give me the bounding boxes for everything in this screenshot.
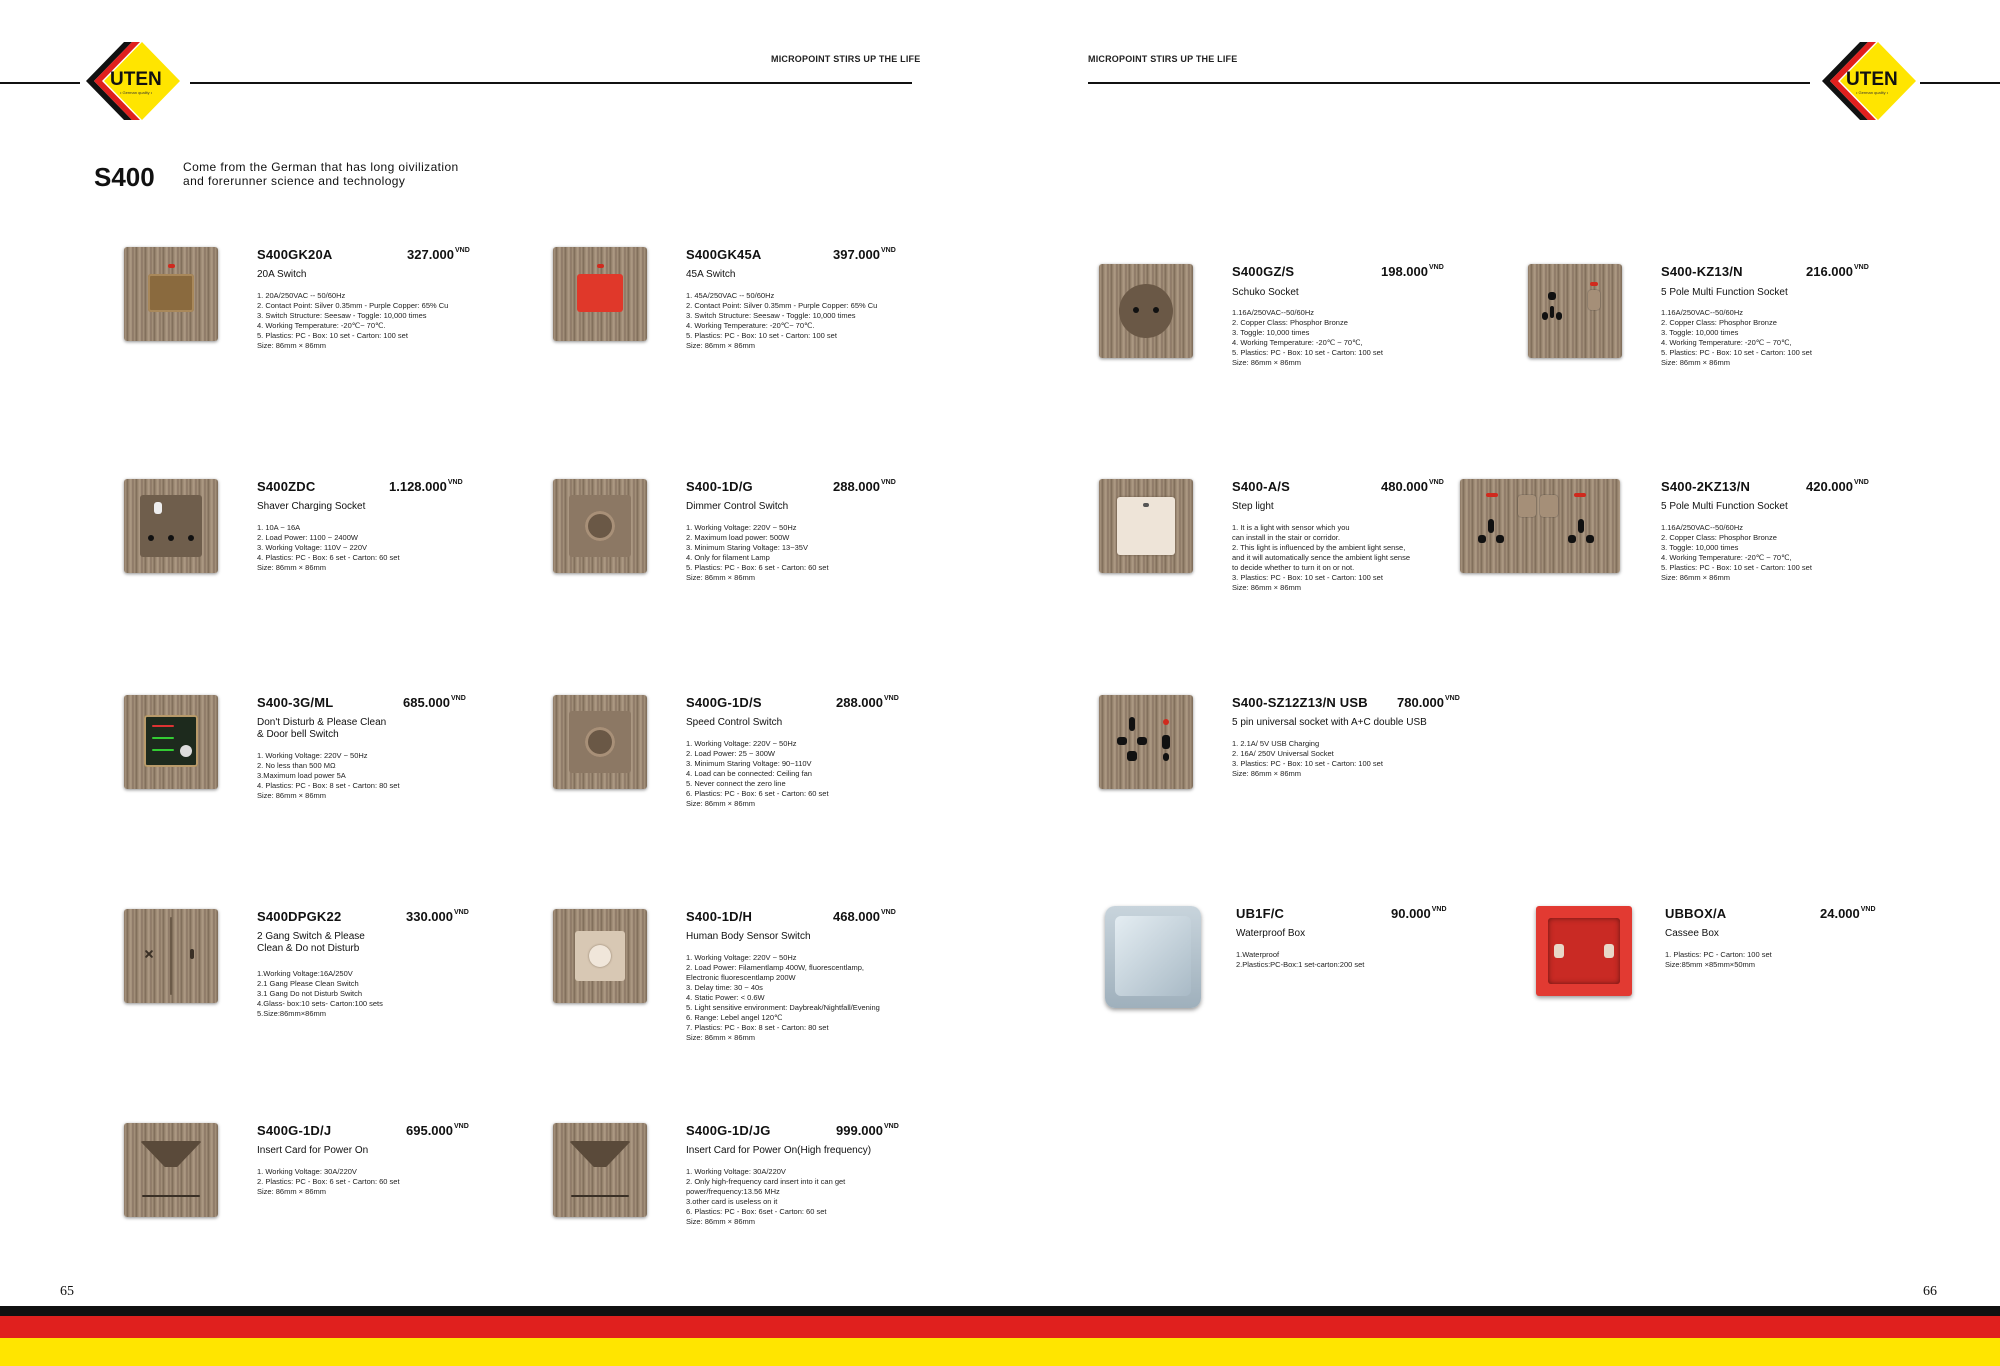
product-code: S400-1D/G <box>686 479 753 494</box>
product-code: UB1F/C <box>1236 906 1285 921</box>
product-specs: 1. Working Voltage: 30A/220V 2. Plastics: PC - Box: 6 set - Carton: 60 set Size: 86mm × 86mm <box>257 1167 400 1196</box>
product-price: $780.000^{VND}$ <box>1397 695 1460 710</box>
product-specs: 1. 10A ~ 16A 2. Load Power: 1100 ~ 2400W 3. Working Voltage: 110V ~ 220V 4. Plastics: PC - Box: 6 set - Carton: 60 set Size: 86mm × 86mm <box>257 523 400 572</box>
product-name: Dimmer Control Switch <box>686 501 789 512</box>
product-price: $695.000^{VND}$ <box>406 1123 469 1138</box>
product-specs: 1. 2.1A/ 5V USB Charging 2. 16A/ 250V Universal Socket 3. Plastics: PC - Box: 10 set - Carton: 100 set Size: 86mm × 86mm <box>1232 739 1383 778</box>
product-code: S400G-1D/S <box>686 695 762 710</box>
cassette-box-icon <box>1536 906 1632 996</box>
shaver-socket-icon <box>124 479 218 573</box>
tagline-left: MICROPOINT STIRS UP THE LIFE <box>771 54 921 64</box>
dimmer-knob-icon <box>553 479 647 573</box>
step-light-icon <box>1099 479 1193 573</box>
product-card <box>124 247 544 407</box>
product-name: 2 Gang Switch & Please Clean & Do not Disturb <box>257 931 365 954</box>
usb-socket-icon <box>1099 695 1193 789</box>
product-specs: 1. Working Voltage: 220V ~ 50Hz 2. Load Power: Filamentlamp 400W, fluorescentlamp, Electronic fluorescentlamp 200W 3. Delay time: 30 ~ 40s 4. Static Power: < 0.6W 5. Light sensitive environment: Daybreak/Nightfall/Evening 6. Range: Lebel angel 120℃ 7. Plastics: PC - Box: 8 set - Carton: 80 set Size: 86mm × 86mm <box>686 953 880 1042</box>
logo-text: UTEN <box>110 69 162 90</box>
product-card <box>1528 479 1948 639</box>
product-code: S400G-1D/JG <box>686 1123 771 1138</box>
flag-band-red <box>0 1316 2000 1338</box>
switch-20a-icon <box>124 247 218 341</box>
product-card <box>553 695 973 855</box>
product-card <box>1103 906 1523 1066</box>
product-specs: 1. Working Voltage: 220V ~ 50Hz 2. Maximum load power: 500W 3. Minimum Staring Voltage: 13~35V 4. Only for filament Lamp 5. Plastics: PC - Box: 6 set - Carton: 60 set Size: 86mm × 86mm <box>686 523 829 582</box>
product-price: $330.000^{VND}$ <box>406 909 469 924</box>
waterproof-box-icon <box>1105 906 1201 1008</box>
product-code: S400-KZ13/N <box>1661 264 1743 279</box>
product-price: $216.000^{VND}$ <box>1806 264 1869 279</box>
product-name: Shaver Charging Socket <box>257 501 366 512</box>
page-number-right: 66 <box>1923 1284 1937 1299</box>
product-card <box>1099 695 1519 855</box>
speed-knob-icon <box>553 695 647 789</box>
product-name: 5 pin universal socket with A+C double USB <box>1232 717 1427 728</box>
product-price: $468.000^{VND}$ <box>833 909 896 924</box>
product-card <box>124 909 544 1069</box>
product-specs: 1.Waterproof 2.Plastics:PC-Box:1 set-carton:200 set <box>1236 950 1365 969</box>
product-price: $1.128.000^{VND}$ <box>389 479 463 494</box>
product-code: S400ZDC <box>257 479 316 494</box>
product-name: 45A Switch <box>686 269 736 280</box>
product-card <box>553 1123 973 1283</box>
card-slot-switch-icon <box>553 1123 647 1217</box>
product-specs: 1. It is a light with sensor which you can install in the stair or corridor. 2. This light is influenced by the ambient light sense, and it will automatically sence the ambient light sense to decide whether to turn it on or not. 3. Plastics: PC - Box: 10 set - Carton: 100 set Size: 86mm × 86mm <box>1232 523 1411 592</box>
product-name: 5 Pole Multi Function Socket <box>1661 501 1788 512</box>
product-price: $999.000^{VND}$ <box>836 1123 899 1138</box>
header-rule-right-inner <box>1088 82 1810 84</box>
product-name: 5 Pole Multi Function Socket <box>1661 287 1788 298</box>
product-name: Speed Control Switch <box>686 717 783 728</box>
product-specs: 1. Plastics: PC - Carton: 100 set Size:85mm ×85mm×50mm <box>1665 950 1772 969</box>
product-card <box>1532 906 1952 1066</box>
product-card <box>124 1123 544 1283</box>
series-description-line: Come from the German that has long oivilization <box>183 160 459 174</box>
schuko-socket-icon <box>1099 264 1193 358</box>
product-name: Insert Card for Power On(High frequency) <box>686 1145 872 1156</box>
product-price: $288.000^{VND}$ <box>833 479 896 494</box>
series-description-line: and forerunner science and technology <box>183 174 406 188</box>
product-code: UBBOX/A <box>1665 906 1727 921</box>
product-specs: 1. Working Voltage: 30A/220V 2. Only high-frequency card insert into it can get power/frequency:13.56 MHz 3.other card is useless on it 6. Plastics: PC - Box: 6set - Carton: 60 set Size: 86mm × 86mm <box>686 1167 846 1226</box>
motion-sensor-icon <box>553 909 647 1003</box>
product-price: $90.000^{VND}$ <box>1391 906 1447 921</box>
product-specs: 1. 20A/250VAC -- 50/60Hz 2. Contact Point: Silver 0.35mm - Purple Copper: 65% Cu 3. Switch Structure: Seesaw - Toggle: 10,000 times 4. Working Temperature: -20℃~ 70℃. 5. Plastics: PC - Box: 10 set - Carton: 100 set Size: 86mm × 86mm <box>257 291 449 350</box>
logo-subtext: • German quality • <box>120 90 153 95</box>
product-specs: 1.16A/250VAC--50/60Hz 2. Copper Class: Phosphor Bronze 3. Toggle: 10,000 times 4. Working Temperature: -20℃ ~ 70℃, 5. Plastics: PC - Box: 10 set - Carton: 100 set Size: 86mm × 86mm <box>1661 523 1812 582</box>
product-specs: 1.16A/250VAC--50/60Hz 2. Copper Class: Phosphor Bronze 3. Toggle: 10,000 times 4. Working Temperature: -20℃ ~ 70℃, 5. Plastics: PC - Box: 10 set - Carton: 100 set Size: 86mm × 86mm <box>1661 308 1812 367</box>
do-not-disturb-panel-icon <box>124 695 218 789</box>
product-name: Human Body Sensor Switch <box>686 931 811 942</box>
product-specs: 1.Working Voltage:16A/250V 2.1 Gang Please Clean Switch 3.1 Gang Do not Disturb Switch 4.Glass- box:10 sets- Carton:100 sets 5.Size:86mm×86mm <box>257 969 383 1018</box>
product-name: Step light <box>1232 501 1274 512</box>
product-card <box>124 695 544 855</box>
product-code: S400-A/S <box>1232 479 1290 494</box>
product-code: S400-1D/H <box>686 909 753 924</box>
series-description <box>183 160 459 188</box>
product-code: S400GK20A <box>257 247 333 262</box>
product-code: S400GZ/S <box>1232 264 1295 279</box>
product-code: S400G-1D/J <box>257 1123 332 1138</box>
product-price: $685.000^{VND}$ <box>403 695 466 710</box>
product-price: $198.000^{VND}$ <box>1381 264 1444 279</box>
switch-45a-icon <box>553 247 647 341</box>
product-card <box>124 479 544 639</box>
product-code: S400DPGK22 <box>257 909 342 924</box>
product-name: Schuko Socket <box>1232 287 1299 298</box>
product-card <box>553 479 973 639</box>
product-code: S400-SZ12Z13/N USB <box>1232 695 1368 710</box>
product-name: Don't Disturb & Please Clean & Door bell Switch <box>257 717 387 740</box>
product-code: S400-3G/ML <box>257 695 334 710</box>
flag-band-yellow <box>0 1338 2000 1366</box>
brand-logo-right <box>1822 42 1918 120</box>
product-card <box>1099 264 1519 424</box>
series-title: S400 <box>94 162 155 192</box>
tagline-right: MICROPOINT STIRS UP THE LIFE <box>1088 54 1238 64</box>
header-rule-left-outer <box>0 82 80 84</box>
multi-function-socket-icon <box>1528 264 1622 358</box>
brand-logo-left <box>86 42 182 120</box>
logo-text: UTEN <box>1846 69 1898 90</box>
product-price: $327.000^{VND}$ <box>407 247 470 262</box>
product-card <box>1528 264 1948 424</box>
double-socket-icon <box>1460 479 1620 573</box>
product-code: S400GK45A <box>686 247 762 262</box>
header-rule-right-outer <box>1920 82 2000 84</box>
product-price: $420.000^{VND}$ <box>1806 479 1869 494</box>
product-price: $480.000^{VND}$ <box>1381 479 1444 494</box>
product-name: Insert Card for Power On <box>257 1145 369 1156</box>
logo-subtext: • German quality • <box>1856 90 1889 95</box>
product-name: Cassee Box <box>1665 928 1719 939</box>
product-card <box>553 909 973 1069</box>
header-rule-left-inner <box>190 82 912 84</box>
flag-band-black <box>0 1306 2000 1316</box>
card-slot-switch-icon <box>124 1123 218 1217</box>
product-specs: 1.16A/250VAC--50/60Hz 2. Copper Class: Phosphor Bronze 3. Toggle: 10,000 times 4. Working Temperature: -20℃ ~ 70℃, 5. Plastics: PC - Box: 10 set - Carton: 100 set Size: 86mm × 86mm <box>1232 308 1383 367</box>
product-card <box>1099 479 1519 639</box>
product-name: 20A Switch <box>257 269 307 280</box>
product-price: $397.000^{VND}$ <box>833 247 896 262</box>
product-card <box>553 247 973 407</box>
product-specs: 1. Working Voltage: 220V ~ 50Hz 2. No less than 500 MΩ 3.Maximum load power 5A 4. Plastics: PC - Box: 8 set - Carton: 80 set Size: 86mm × 86mm <box>257 751 400 800</box>
product-specs: 1. 45A/250VAC -- 50/60Hz 2. Contact Point: Silver 0.35mm - Purple Copper: 65% Cu 3. Switch Structure: Seesaw - Toggle: 10,000 times 4. Working Temperature: -20℃~ 70℃. 5. Plastics: PC - Box: 10 set - Carton: 100 set Size: 86mm × 86mm <box>686 291 878 350</box>
page-number-left: 65 <box>60 1284 74 1299</box>
product-name: Waterproof Box <box>1236 928 1306 939</box>
product-code: S400-2KZ13/N <box>1661 479 1751 494</box>
product-specs: 1. Working Voltage: 220V ~ 50Hz 2. Load Power: 25 ~ 300W 3. Minimum Staring Voltage: 90~110V 4. Load can be connected: Ceiling fan 5. Never connect the zero line 6. Plastics: PC - Box: 6 set - Carton: 60 set Size: 86mm × 86mm <box>686 739 829 808</box>
product-price: $24.000^{VND}$ <box>1820 906 1876 921</box>
product-price: $288.000^{VND}$ <box>836 695 899 710</box>
two-gang-switch-icon <box>124 909 218 1003</box>
